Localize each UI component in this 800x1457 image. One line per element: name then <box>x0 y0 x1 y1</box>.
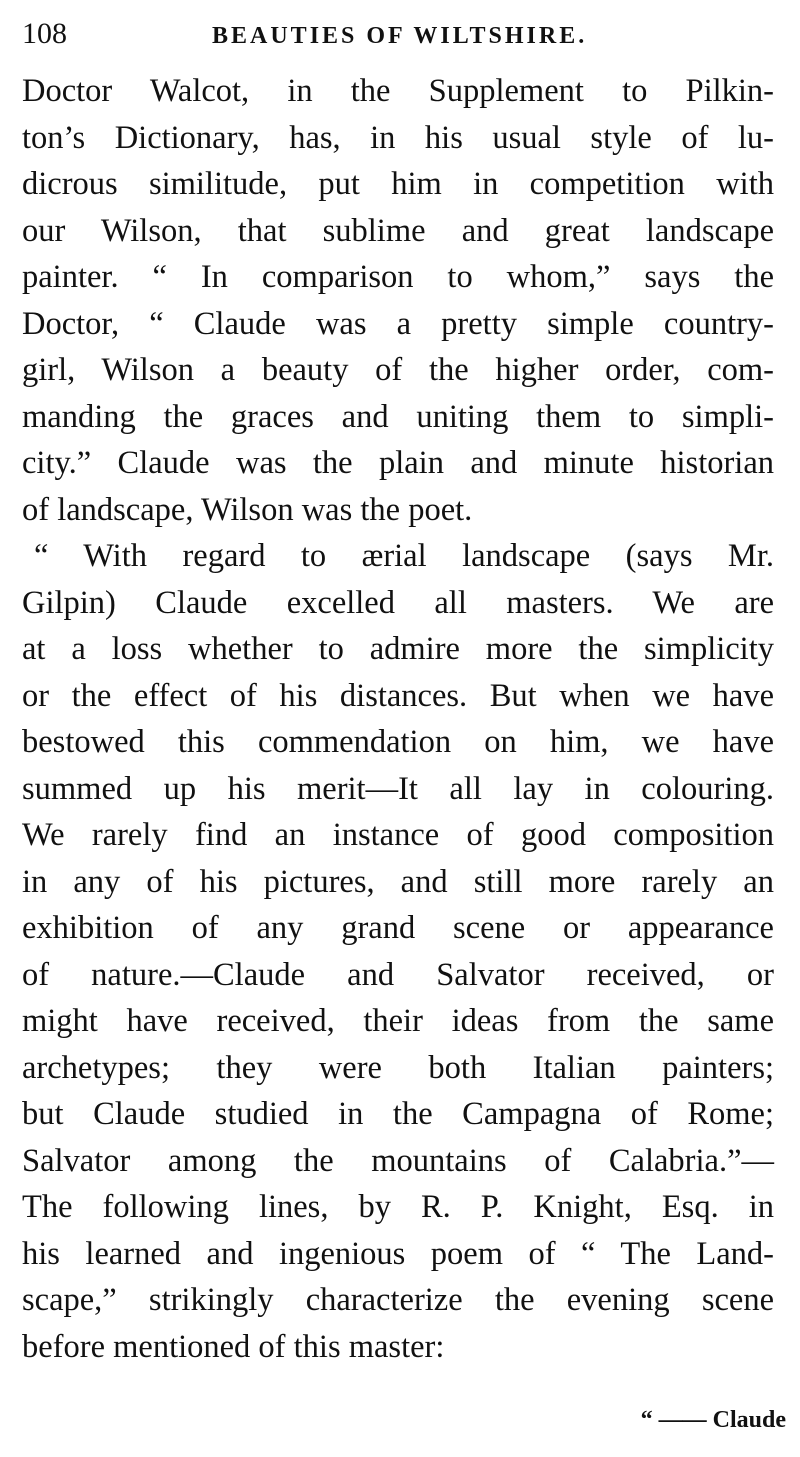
text-line: of landscape, Wilson was the poet. <box>22 491 473 528</box>
catchword: “ —— Claude <box>640 1407 786 1433</box>
running-head <box>22 14 772 54</box>
text-line: city.” Claude was the plain and minute historian <box>22 445 774 481</box>
text-line: archetypes; they were both Italian painters; <box>22 1049 774 1086</box>
text-line: might have received, their ideas from the same <box>22 1003 774 1039</box>
text-line: dicrous similitude, put him in competition with <box>22 166 774 202</box>
text-line: manding the graces and uniting them to simpli- <box>22 398 774 435</box>
running-title: BEAUTIES OF WILTSHIRE. <box>212 23 588 49</box>
text-line: scape,” strikingly characterize the evening scene <box>22 1282 774 1318</box>
text-line: our Wilson, that sublime and great landscape <box>22 212 774 249</box>
text-line: but Claude studied in the Campagna of Rome; <box>22 1096 774 1132</box>
text-line: his learned and ingenious poem of “ The Land- <box>22 1235 774 1272</box>
text-line: summed up his merit—It all lay in colouring. <box>22 770 774 807</box>
text-line: Gilpin) Claude excelled all masters. We are <box>22 584 774 621</box>
text-line: at a loss whether to admire more the simplicity <box>22 631 774 667</box>
text-line: ton’s Dictionary, has, in his usual style of lu- <box>22 119 774 156</box>
text-line: We rarely find an instance of good composition <box>22 817 774 853</box>
text-line: Doctor, “ Claude was a pretty simple country- <box>22 305 774 342</box>
text-line: or the effect of his distances. But when we have <box>22 677 774 714</box>
text-line: painter. “ In comparison to whom,” says the <box>22 259 774 295</box>
text-line: “ With regard to ærial landscape (says Mr. <box>34 538 774 574</box>
text-line: bestowed this commendation on him, we have <box>22 724 774 760</box>
text-line: of nature.—Claude and Salvator received, or <box>22 956 774 993</box>
text-line: Doctor Walcot, in the Supplement to Pilkin- <box>22 73 774 109</box>
body-text <box>22 68 774 1370</box>
text-line: Salvator among the mountains of Calabria.”— <box>22 1142 774 1179</box>
text-line: girl, Wilson a beauty of the higher order, com- <box>22 352 774 388</box>
page-number: 108 <box>22 17 67 50</box>
text-line: exhibition of any grand scene or appearance <box>22 910 774 946</box>
text-line: in any of his pictures, and still more rarely an <box>22 863 774 900</box>
text-line: before mentioned of this master: <box>22 1328 445 1365</box>
text-line: The following lines, by R. P. Knight, Esq. in <box>22 1189 774 1225</box>
